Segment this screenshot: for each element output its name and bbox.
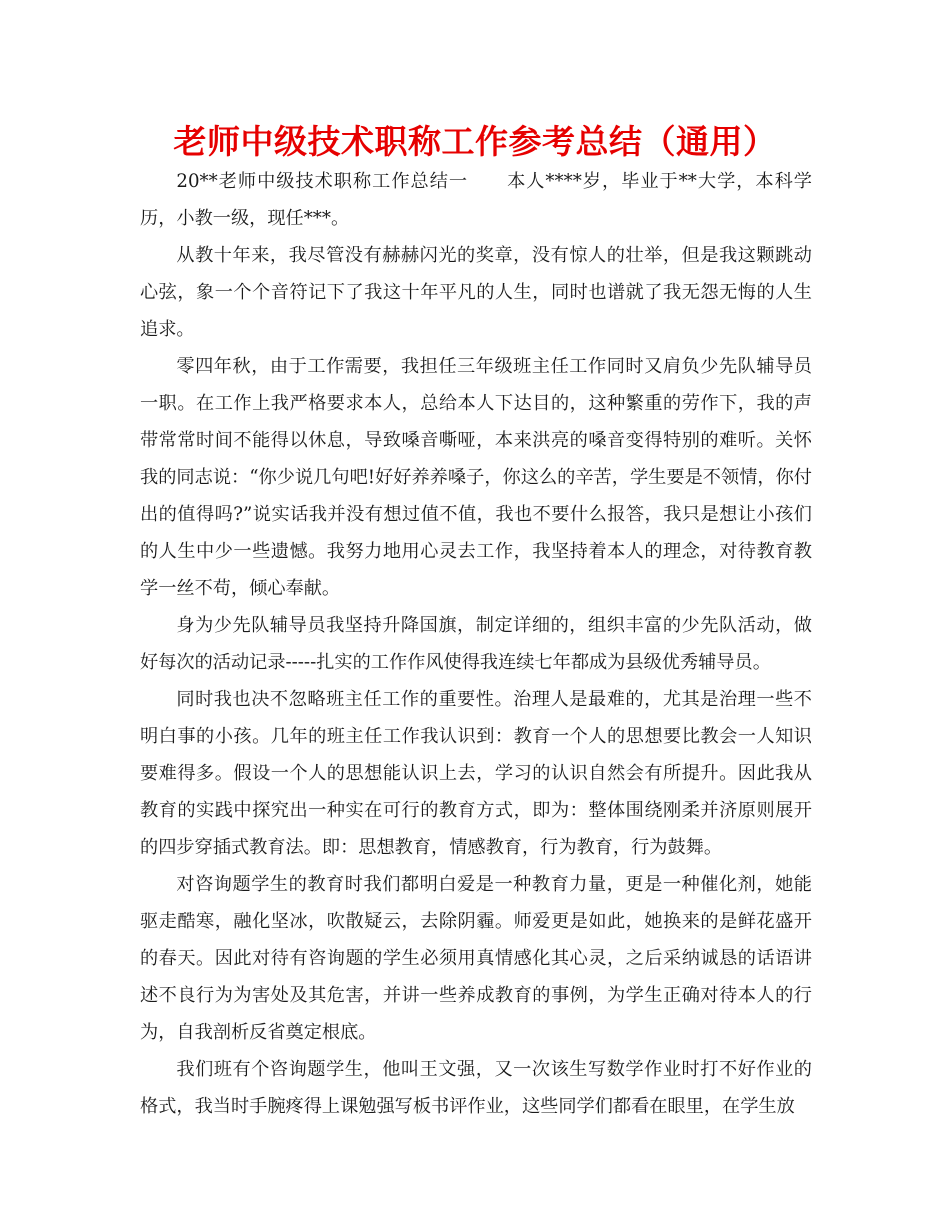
intro-heading: 20**老师中级技术职称工作总结一	[176, 171, 469, 192]
document-body	[140, 163, 812, 1125]
document-title: 老师中级技术职称工作参考总结（通用）	[173, 122, 777, 161]
body-paragraph: 对咨询题学生的教育时我们都明白爱是一种教育力量，更是一种催化剂，她能驱走酷寒，融化坚冰，吹散疑云，去除阴霾。师爱更是如此，她换来的是鲜花盛开的春天。因此对待有咨询题的学生必须用真情感化其心灵，之后采纳诚恳的话语讲述不良行为为害处及其危害，并讲一些养成教育的事例，为学生正确对待本人的行为，自我剖析反省奠定根底。	[140, 874, 812, 1043]
body-paragraph: 我们班有个咨询题学生，他叫王文强，又一次该生写数学作业时打不好作业的格式，我当时手腕疼得上课勉强写板书评作业，这些同学们都看在眼里，在学生放	[140, 1059, 812, 1117]
body-paragraph: 从教十年来，我尽管没有赫赫闪光的奖章，没有惊人的壮举，但是我这颗跳动心弦，象一个个音符记下了我这十年平凡的人生，同时也谱就了我无怨无悔的人生追求。	[140, 245, 812, 340]
body-paragraph: 身为少先队辅导员我坚持升降国旗，制定详细的，组织丰富的少先队活动，做好每次的活动记录-----扎实的工作作风使得我连续七年都成为县级优秀辅导员。	[140, 615, 812, 673]
intro-text: 本人****岁，毕业于**大学，本科学历，小教一级，现任***。	[140, 171, 812, 229]
intro-paragraph	[140, 163, 812, 237]
body-paragraph: 同时我也决不忽略班主任工作的重要性。治理人是最难的，尤其是治理一些不明白事的小孩。几年的班主任工作我认识到：教育一个人的思想要比教会一人知识要难得多。假设一个人的思想能认识上去，学习的认识自然会有所提升。因此我从教育的实践中探究出一种实在可行的教育方式，即为：整体围绕刚柔并济原则展开的四步穿插式教育法。即：思想教育，情感教育，行为教育，行为鼓舞。	[140, 689, 812, 858]
body-paragraph: 零四年秋，由于工作需要，我担任三年级班主任工作同时又肩负少先队辅导员一职。在工作上我严格要求本人，总给本人下达目的，这种繁重的劳作下，我的声带常常时间不能得以休息，导致嗓音嘶哑，本来洪亮的嗓音变得特别的难听。关怀我的同志说：“你少说几句吧!好好养养嗓子，你这么的辛苦，学生要是不领情，你付出的值得吗?”说实话我并没有想过值不值，我也不要什么报答，我只是想让小孩们的人生中少一些遗憾。我努力地用心灵去工作，我坚持着本人的理念，对待教育教学一丝不苟，倾心奉献。	[140, 356, 812, 599]
